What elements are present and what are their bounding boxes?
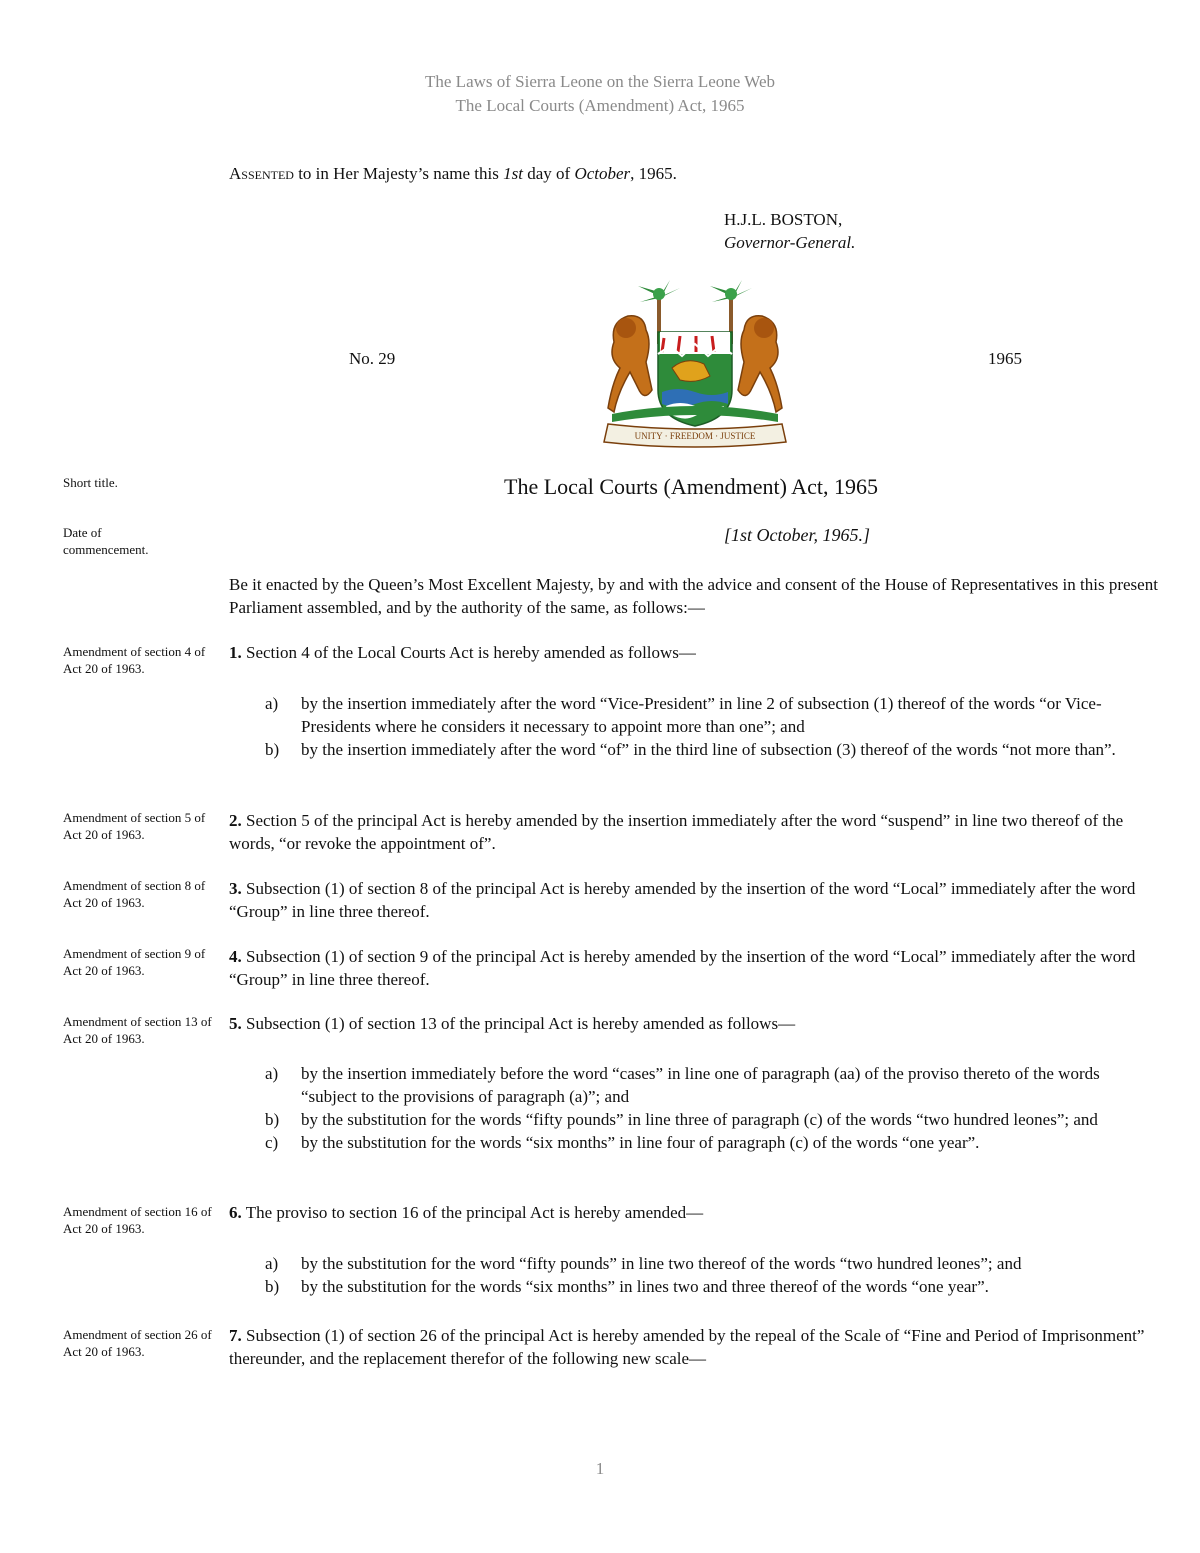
margin-note-section-7: Amendment of section 26 of Act 20 of 1963.	[63, 1327, 212, 1359]
section-1	[229, 641, 1159, 664]
list-item-label: b)	[265, 740, 280, 759]
list-item-label: a)	[265, 1254, 279, 1273]
assent-month: October	[574, 164, 631, 183]
list-item	[229, 1252, 1159, 1275]
coat-of-arms-graphic	[600, 272, 790, 450]
signatory-title: Governor-General.	[724, 233, 856, 252]
section-2-text: Section 5 of the principal Act is hereby amended by the insertion immediately after the word “suspend” in line two thereof of the words, “or revoke the appointment of”.	[229, 811, 1124, 853]
assent-prefix: Assented	[229, 164, 294, 183]
section-7-number: 7.	[229, 1326, 242, 1345]
list-item	[229, 1131, 1159, 1154]
section-6-list	[229, 1252, 1159, 1298]
enacting-clause: Be it enacted by the Queen’s Most Excellent Majesty, by and with the advice and consent of the House of Representatives in this present Parliament assembled, and by the authority of the same, as follows:—	[229, 575, 1158, 617]
margin-note-section-6: Amendment of section 16 of Act 20 of 1963.	[63, 1204, 212, 1236]
commencement-date: [1st October, 1965.]	[724, 525, 871, 545]
section-3-number: 3.	[229, 879, 242, 898]
section-5-text: Subsection (1) of section 13 of the principal Act is hereby amended as follows—	[241, 1014, 796, 1033]
section-3	[229, 877, 1159, 923]
act-title: The Local Courts (Amendment) Act, 1965	[504, 474, 878, 499]
list-item	[229, 692, 1159, 738]
list-item-label: b)	[265, 1277, 280, 1296]
signatory-name: H.J.L. BOSTON,	[724, 210, 843, 229]
list-item-text: by the insertion immediately after the word “Vice-President” in line 2 of subsection (1) thereof of the words “or Vice-Presidents where he considers it necessary to appoint more than one”; and	[301, 694, 1102, 736]
list-item	[229, 738, 1159, 761]
running-header-act: The Local Courts (Amendment) Act, 1965	[455, 96, 745, 115]
list-item	[229, 1275, 1159, 1298]
section-5-number: 5.	[229, 1014, 242, 1033]
section-7-text: Subsection (1) of section 26 of the principal Act is hereby amended by the repeal of the Scale of “Fine and Period of Imprisonment” thereunder, and the replacement therefor of the following new scale—	[229, 1326, 1145, 1368]
section-3-text: Subsection (1) of section 8 of the principal Act is hereby amended by the insertion of the word “Local” immediately after the word “Group” in line three thereof.	[229, 879, 1136, 921]
list-item	[229, 1062, 1159, 1108]
page-number: 1	[595, 1459, 605, 1478]
list-item-text: by the substitution for the words “fifty pounds” in line three of paragraph (c) of the words “two hundred leones”; and	[301, 1110, 1098, 1129]
running-header-title: The Laws of Sierra Leone on the Sierra Leone Web	[425, 72, 775, 91]
lion-right-icon	[738, 316, 782, 412]
margin-note-section-1: Amendment of section 4 of Act 20 of 1963.	[63, 644, 206, 676]
assent-line	[229, 162, 677, 185]
act-year: 1965	[988, 349, 1022, 368]
section-4-text: Subsection (1) of section 9 of the principal Act is hereby amended by the insertion of the word “Local” immediately after the word “Group” in line three thereof.	[229, 947, 1136, 989]
margin-note-commencement: Date of commencement.	[63, 525, 149, 557]
list-item	[229, 1108, 1159, 1131]
list-item-label: a)	[265, 694, 279, 713]
assent-text-c: , 1965.	[630, 164, 677, 183]
lion-left-icon	[608, 316, 652, 412]
assent-text-a: to in Her Majesty’s name this	[293, 164, 504, 183]
section-5	[229, 1012, 1159, 1035]
section-2	[229, 809, 1159, 855]
coat-of-arms-emblem	[600, 272, 790, 450]
section-4	[229, 945, 1159, 991]
list-item-text: by the substitution for the words “six months” in line four of paragraph (c) of the words “one year”.	[301, 1133, 980, 1152]
section-4-number: 4.	[229, 947, 242, 966]
section-6	[229, 1201, 1159, 1224]
assent-day: 1st	[503, 164, 523, 183]
act-number: No. 29	[349, 349, 396, 368]
section-2-number: 2.	[229, 811, 242, 830]
margin-note-section-4: Amendment of section 9 of Act 20 of 1963.	[63, 946, 206, 978]
list-item-label: b)	[265, 1110, 280, 1129]
assent-text-b: day of	[522, 164, 575, 183]
section-7	[229, 1324, 1159, 1370]
section-5-list	[229, 1062, 1159, 1154]
section-1-number: 1.	[229, 643, 242, 662]
section-1-list	[229, 692, 1159, 761]
list-item-text: by the substitution for the word “fifty pounds” in line two thereof of the words “two hundred leones”; and	[301, 1254, 1022, 1273]
margin-note-section-5: Amendment of section 13 of Act 20 of 1963.	[63, 1014, 212, 1046]
list-item-text: by the substitution for the words “six months” in lines two and three thereof of the words “one year”.	[301, 1277, 989, 1296]
list-item-label: c)	[265, 1133, 279, 1152]
section-6-number: 6.	[229, 1203, 242, 1222]
coat-of-arms-motto: UNITY · FREEDOM · JUSTICE	[634, 431, 756, 441]
section-1-text: Section 4 of the Local Courts Act is hereby amended as follows—	[241, 643, 696, 662]
margin-note-section-2: Amendment of section 5 of Act 20 of 1963.	[63, 810, 206, 842]
list-item-label: a)	[265, 1064, 279, 1083]
list-item-text: by the insertion immediately after the word “of” in the third line of subsection (3) thereof of the words “not more than”.	[301, 740, 1116, 759]
margin-note-section-3: Amendment of section 8 of Act 20 of 1963.	[63, 878, 206, 910]
section-6-text: The proviso to section 16 of the principal Act is hereby amended—	[241, 1203, 704, 1222]
list-item-text: by the insertion immediately before the word “cases” in line one of paragraph (aa) of the proviso thereto of the words “subject to the provisions of paragraph (a)”; and	[301, 1064, 1100, 1106]
margin-note-short-title: Short title.	[63, 475, 118, 490]
